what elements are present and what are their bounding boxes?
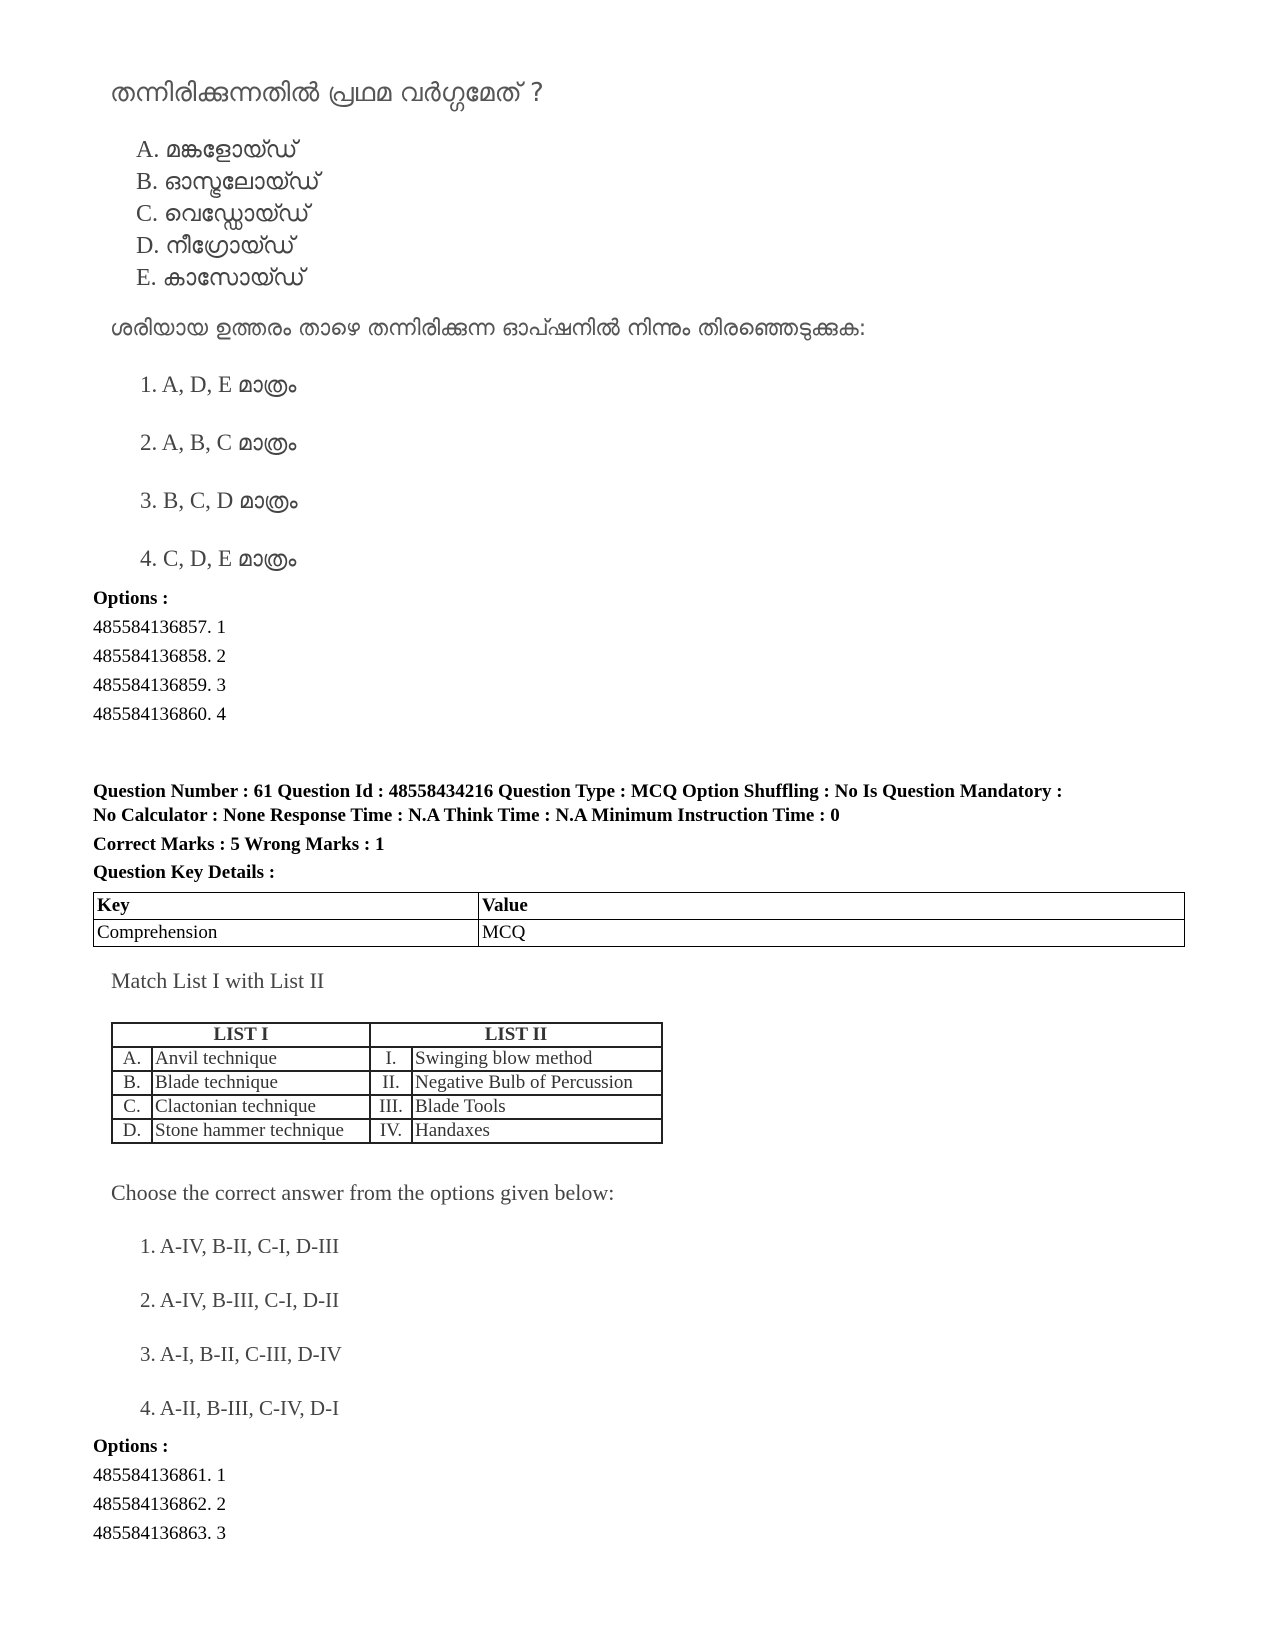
option-item: 485584136863. 3 <box>93 1523 226 1544</box>
list1-item: Anvil technique <box>152 1047 370 1071</box>
question-text: തന്നിരിക്കുന്നതിൽ പ്രഥമ വർഗ്ഗമേത് ? <box>110 78 544 108</box>
list1-label: A. <box>112 1047 152 1071</box>
answer-item: 2. A-IV, B-III, C-I, D-II <box>140 1288 340 1312</box>
key-header: Key <box>94 893 479 920</box>
answer-instruction: Choose the correct answer from the options given below: <box>111 1180 615 1205</box>
answer-item: 3. A-I, B-II, C-III, D-IV <box>140 1342 342 1366</box>
value-cell: MCQ <box>479 920 1185 947</box>
list2-item: Swinging blow method <box>412 1047 662 1071</box>
list1-label: D. <box>112 1119 152 1143</box>
choice-item: E. കാസോയ്ഡ് <box>136 265 305 291</box>
marks-line: Correct Marks : 5 Wrong Marks : 1 <box>93 834 385 855</box>
option-item: 485584136860. 4 <box>93 704 226 725</box>
choice-item: D. നീഗ്രോയ്ഡ് <box>136 233 295 259</box>
list1-item: Stone hammer technique <box>152 1119 370 1143</box>
question-meta-line: No Calculator : None Response Time : N.A Think Time : N.A Minimum Instruction Time : 0 <box>93 805 840 826</box>
answer-instruction: ശരിയായ ഉത്തരം താഴെ തന്നിരിക്കുന്ന ഓപ്ഷനിൽ നിന്നും തിരഞ്ഞെടുക്കുക: <box>110 316 867 341</box>
list1-label: B. <box>112 1071 152 1095</box>
match-list-table <box>111 1022 663 1144</box>
list2-label: IV. <box>370 1119 412 1143</box>
option-item: 485584136861. 1 <box>93 1465 226 1486</box>
option-item: 485584136862. 2 <box>93 1494 226 1515</box>
question-meta-line: Question Number : 61 Question Id : 48558434216 Question Type : MCQ Option Shuffling : No Is Question Mandatory : <box>93 781 1063 802</box>
key-cell: Comprehension <box>94 920 479 947</box>
options-heading: Options : <box>93 1436 169 1457</box>
option-item: 485584136858. 2 <box>93 646 226 667</box>
question-choices <box>136 134 320 294</box>
answer-item: 3. B, C, D മാത്രം <box>140 488 298 514</box>
key-table-header-row <box>94 893 1185 920</box>
question-meta <box>93 780 1193 828</box>
choice-item: B. ഓസ്ട്രലോയ്ഡ് <box>136 169 320 195</box>
list1-header: LIST I <box>112 1023 370 1047</box>
option-item: 485584136859. 3 <box>93 675 226 696</box>
options-list <box>93 1461 226 1548</box>
answer-item: 1. A-IV, B-II, C-I, D-III <box>140 1234 340 1258</box>
match-title: Match List I with List II <box>111 968 325 993</box>
list2-label: I. <box>370 1047 412 1071</box>
match-table-row <box>112 1047 662 1071</box>
match-table-row <box>112 1071 662 1095</box>
list2-item: Blade Tools <box>412 1095 662 1119</box>
list2-header: LIST II <box>370 1023 662 1047</box>
match-table-row <box>112 1119 662 1143</box>
answer-item: 4. A-II, B-III, C-IV, D-I <box>140 1396 340 1420</box>
list2-label: II. <box>370 1071 412 1095</box>
answer-item: 2. A, B, C മാത്രം <box>140 430 297 456</box>
answer-list <box>140 1234 342 1450</box>
list1-label: C. <box>112 1095 152 1119</box>
list1-item: Clactonian technique <box>152 1095 370 1119</box>
options-heading: Options : <box>93 588 169 609</box>
list2-item: Negative Bulb of Percussion <box>412 1071 662 1095</box>
choice-item: C. വെഡ്ഡോയ്ഡ് <box>136 201 310 227</box>
answer-list <box>140 372 298 604</box>
match-table-header <box>112 1023 662 1047</box>
answer-item: 4. C, D, E മാത്രം <box>140 546 297 572</box>
answer-item: 1. A, D, E മാത്രം <box>140 372 297 398</box>
value-header: Value <box>479 893 1185 920</box>
list1-item: Blade technique <box>152 1071 370 1095</box>
option-item: 485584136857. 1 <box>93 617 226 638</box>
key-table-row <box>94 920 1185 947</box>
key-details-table <box>93 892 1185 947</box>
key-details-heading: Question Key Details : <box>93 862 276 883</box>
list2-item: Handaxes <box>412 1119 662 1143</box>
list2-label: III. <box>370 1095 412 1119</box>
match-table-row <box>112 1095 662 1119</box>
options-list <box>93 613 226 729</box>
choice-item: A. മങ്കളോയ്ഡ് <box>136 137 298 163</box>
